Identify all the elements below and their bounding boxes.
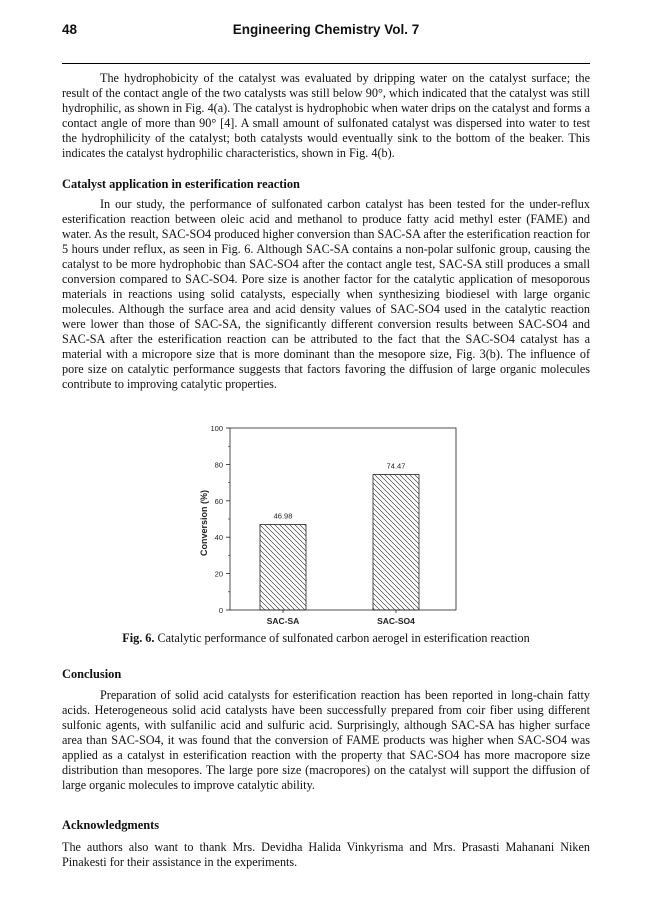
bar-sac-sa — [260, 524, 306, 610]
bar-value-label: 46.98 — [273, 511, 293, 521]
section-heading-catalyst-application: Catalyst application in esterification reaction — [62, 177, 300, 191]
figure-label: Fig. 6. — [122, 631, 155, 645]
figure-caption — [62, 631, 590, 646]
section-heading-conclusion: Conclusion — [62, 667, 122, 681]
journal-title: Engineering Chemistry Vol. 7 — [232, 22, 420, 37]
y-tick-label: 40 — [214, 533, 223, 543]
paragraph-conclusion: Preparation of solid acid catalysts for esterification reaction has been reported in long-chain fatty acids. Heterogeneous solid acid catalysts have been successfully prepared from coir fiber using different sulfonic agents, with sulfanilic acid and sulfuric acid. Surprisingly, although SAC-SA has higher surface area than SAC-SO4, it was found that the conversion of FAME products was higher when SAC-SO4 was applied as a catalyst in esterification reaction with the property that SAC-SO4 has more macropore size distribution than mesopores. The large pore size (macropores) on the catalyst will support the diffusion of large organic molecules to improve catalytic ability. — [62, 688, 590, 792]
paragraph-hydrophobicity: The hydrophobicity of the catalyst was evaluated by dripping water on the catalyst surface; the result of the contact angle of the two catalysts was still below 90°, which indicated that the catalyst was still hydrophilic, as shown in Fig. 4(a). The catalyst is hydrophobic when water drips on the catalyst and forms a contact angle of more than 90° [4]. A small amount of sulfonated catalyst was dispersed into water to test the hydrophilicity of the catalyst; both catalysts would eventually sink to the bottom of the beaker. This indicates the catalyst hydrophilic characteristics, shown in Fig. 4(b). — [62, 71, 590, 160]
bar-sac-so4 — [373, 474, 419, 610]
y-tick-label: 20 — [214, 569, 223, 579]
section-heading-acknowledgments: Acknowledgments — [62, 818, 160, 832]
page-number: 48 — [62, 22, 78, 37]
bar-value-label: 74.47 — [386, 461, 406, 471]
paragraph-catalyst-performance: In our study, the performance of sulfonated carbon catalyst has been tested for the under-reflux esterification reaction between oleic acid and methanol to produce fatty acid methyl ester (FAME) and water. As the result, SAC-SO4 produced higher conversion than SAC-SA after the esterification reaction for 5 hours under reflux, as seen in Fig. 6. Although SAC-SA contains a non-polar sulfonic group, causing the catalyst to be more hydrophobic than SAC-SO4 after the contact angle test, SAC-SA still produces a small conversion compared to SAC-SO4. Pore size is another factor for the catalytic application of mesoporous materials in reactions using solid catalysts, especially when synthesizing biodiesel with large organic molecules. Although the surface area and acid density values of SAC-SO4 used in the catalytic reaction were lower than those of SAC-SA, the significantly different conversion results between SAC-SO4 and SAC-SA after the esterification reaction can be attributed to the fact that the SAC-SO4 catalyst has a material with a micropore size that is more dominant than the mesopore size, Fig. 3(b). The influence of pore size on catalytic performance suggests that factors favoring the diffusion of large organic molecules contribute to improving catalytic properties. — [62, 197, 590, 391]
y-tick-label: 80 — [214, 460, 223, 470]
figure-caption-text: Catalytic performance of sulfonated carbon aerogel in esterification reaction — [154, 631, 530, 645]
y-tick-label: 100 — [210, 424, 223, 433]
y-tick-label: 0 — [218, 606, 223, 615]
x-tick-label: SAC-SO4 — [377, 616, 415, 626]
x-tick-label: SAC-SA — [266, 616, 300, 626]
y-tick-label: 60 — [214, 496, 223, 506]
y-axis-label: Conversion (%) — [199, 489, 209, 557]
paragraph-acknowledgments: The authors also want to thank Mrs. Devidha Halida Vinkyrisma and Mrs. Prasasti Mahanani Niken Pinakesti for their assistance in the experiments. — [62, 840, 590, 869]
